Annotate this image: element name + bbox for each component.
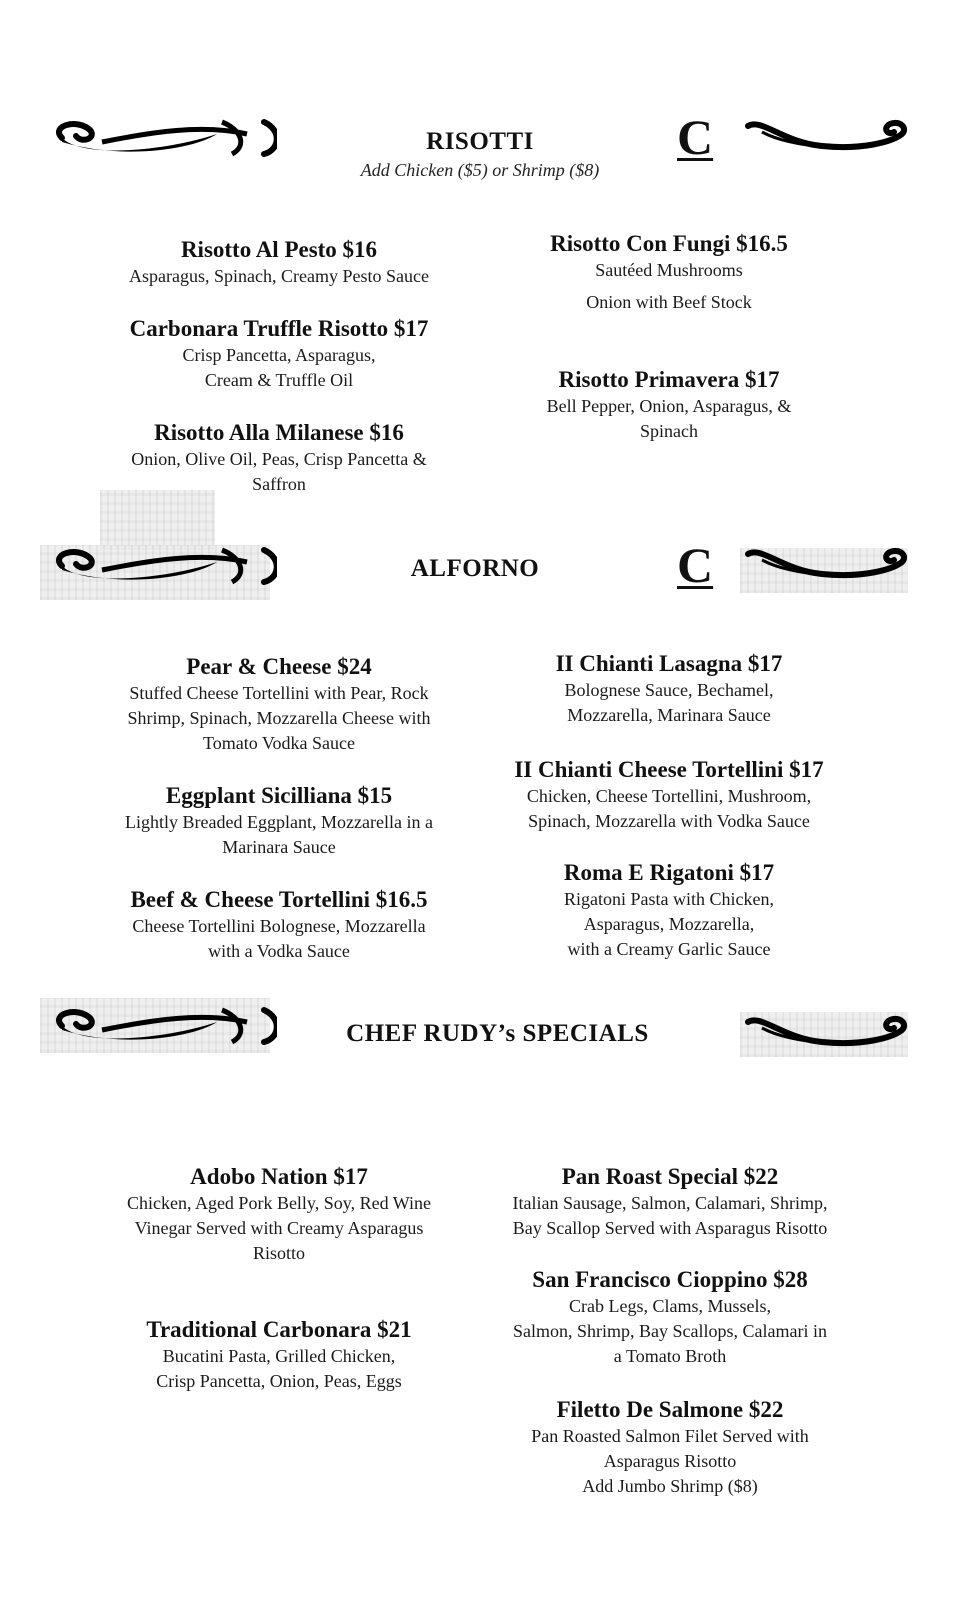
section-title-specials: CHEF RUDY’s SPECIALS	[346, 1020, 649, 1047]
menu-item-desc: Risotto	[252, 1243, 305, 1263]
menu-item-desc: Bell Pepper, Onion, Asparagus, &	[546, 396, 792, 416]
menu-item-desc: Onion, Olive Oil, Peas, Crisp Pancetta &	[131, 449, 427, 469]
menu-item	[90, 315, 468, 393]
menu-item-desc: Crisp Pancetta, Asparagus,	[182, 345, 376, 365]
menu-item-desc: a Tomato Broth	[613, 1346, 727, 1366]
menu-item-desc: Spinach, Mozzarella with Vodka Sauce	[528, 811, 810, 831]
swirl-ornament-right	[742, 1008, 912, 1058]
menu-item	[90, 886, 468, 964]
swirl-ornament-right	[742, 540, 912, 590]
menu-item	[90, 419, 468, 497]
menu-item-name: Roma E Rigatoni $17	[563, 860, 775, 885]
swirl-ornament-left	[42, 540, 277, 592]
menu-item-name: Risotto Con Fungi $16.5	[550, 231, 788, 256]
menu-item-desc: Bay Scallop Served with Asparagus Risotto	[512, 1218, 828, 1238]
menu-item-desc: Italian Sausage, Salmon, Calamari, Shrimp,	[512, 1193, 828, 1213]
menu-item-desc: Tomato Vodka Sauce	[202, 733, 356, 753]
menu-item-name: Risotto Al Pesto $16	[180, 237, 378, 262]
menu-item	[470, 1396, 870, 1499]
menu-item-name: Filetto De Salmone $22	[556, 1397, 784, 1422]
menu-item-desc: Stuffed Cheese Tortellini with Pear, Rock	[129, 683, 429, 703]
menu-item-desc: Vinegar Served with Creamy Asparagus	[134, 1218, 424, 1238]
menu-item-desc: Bolognese Sauce, Bechamel,	[564, 680, 774, 700]
menu-item	[90, 782, 468, 860]
menu-item-desc: Marinara Sauce	[222, 837, 336, 857]
menu-item	[480, 230, 858, 315]
menu-item-desc: with a Creamy Garlic Sauce	[567, 939, 771, 959]
menu-item-desc: Shrimp, Spinach, Mozzarella Cheese with	[127, 708, 431, 728]
c-mark: C	[677, 109, 714, 165]
swirl-ornament-right	[742, 112, 912, 162]
menu-item-desc: Asparagus, Mozzarella,	[583, 914, 755, 934]
menu-item-desc: Cheese Tortellini Bolognese, Mozzarella	[132, 916, 426, 936]
menu-item-name: Pan Roast Special $22	[561, 1164, 779, 1189]
menu-item-desc: Asparagus, Spinach, Creamy Pesto Sauce	[129, 266, 429, 286]
menu-item	[480, 366, 858, 444]
section-title-alforno: ALFORNO	[410, 555, 540, 582]
swirl-ornament-left	[42, 112, 277, 164]
section-title-risotti: RISOTTI	[426, 128, 534, 155]
menu-item	[90, 1316, 468, 1394]
menu-item-desc: Sautéed Mushrooms	[595, 260, 743, 280]
menu-item	[480, 859, 858, 962]
menu-item-desc: Pan Roasted Salmon Filet Served with	[531, 1426, 809, 1446]
section-subtitle-risotti: Add Chicken ($5) or Shrimp ($8)	[360, 160, 600, 180]
menu-item-name: Traditional Carbonara $21	[146, 1317, 412, 1342]
menu-item-desc: with a Vodka Sauce	[208, 941, 350, 961]
swirl-ornament-left	[42, 1000, 277, 1052]
menu-item-name: II Chianti Lasagna $17	[555, 651, 783, 676]
menu-item	[90, 236, 468, 289]
menu-item-desc: Asparagus Risotto	[603, 1451, 737, 1471]
menu-item-name: Beef & Cheese Tortellini $16.5	[130, 887, 428, 912]
menu-item-desc: Lightly Breaded Eggplant, Mozzarella in a	[125, 812, 433, 832]
menu-item-desc: Cream & Truffle Oil	[204, 370, 354, 390]
menu-item-desc: Onion with Beef Stock	[586, 292, 752, 312]
menu-item-desc: Saffron	[252, 474, 306, 494]
menu-item	[90, 1163, 468, 1266]
menu-item-desc: Add Jumbo Shrimp ($8)	[582, 1476, 758, 1496]
menu-item-name: San Francisco Cioppino $28	[532, 1267, 808, 1292]
menu-item-name: Risotto Primavera $17	[558, 367, 780, 392]
c-mark: C	[677, 537, 714, 593]
menu-item-desc: Bucatini Pasta, Grilled Chicken,	[162, 1346, 396, 1366]
menu-item	[90, 653, 468, 756]
menu-item-name: Carbonara Truffle Risotto $17	[129, 316, 429, 341]
menu-item-desc: Chicken, Cheese Tortellini, Mushroom,	[526, 786, 812, 806]
menu-item-name: Adobo Nation $17	[190, 1164, 368, 1189]
menu-item-desc: Mozzarella, Marinara Sauce	[567, 705, 771, 725]
menu-item	[470, 1163, 870, 1241]
menu-item-desc: Rigatoni Pasta with Chicken,	[564, 889, 774, 909]
menu-item-name: Pear & Cheese $24	[186, 654, 372, 679]
menu-item-name: II Chianti Cheese Tortellini $17	[514, 757, 824, 782]
menu-item-desc: Chicken, Aged Pork Belly, Soy, Red Wine	[126, 1193, 432, 1213]
menu-item-name: Eggplant Sicilliana $15	[165, 783, 393, 808]
menu-item-desc: Crab Legs, Clams, Mussels,	[569, 1296, 771, 1316]
menu-item-desc: Spinach	[640, 421, 698, 441]
menu-item-name: Risotto Alla Milanese $16	[154, 420, 404, 445]
menu-item	[480, 756, 858, 834]
menu-item-desc: Crisp Pancetta, Onion, Peas, Eggs	[156, 1371, 402, 1391]
menu-item	[470, 1266, 870, 1369]
menu-item	[480, 650, 858, 728]
menu-item-desc: Salmon, Shrimp, Bay Scallops, Calamari in	[513, 1321, 827, 1341]
